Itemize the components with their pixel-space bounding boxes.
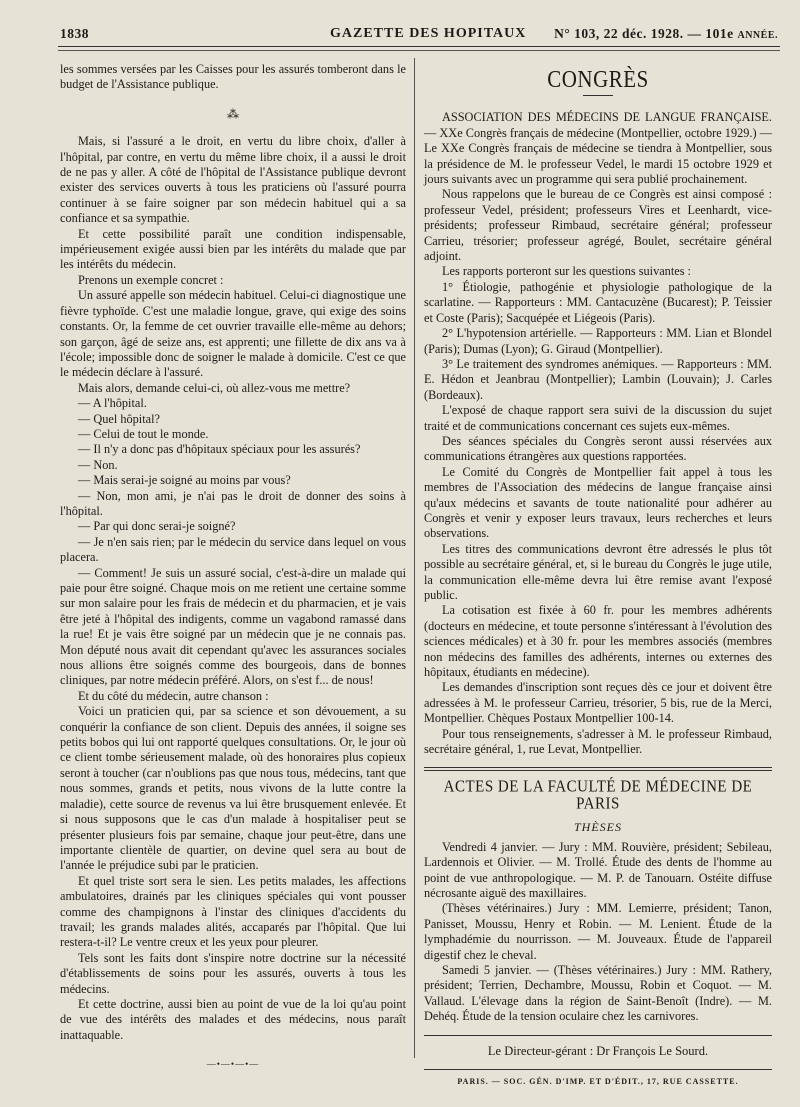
paragraph: ASSOCIATION DES MÉDECINS DE LANGUE FRANÇAISE. — XXe Congrès français de médecine (Montpellier, octobre 1929.) — Le XXe Congrès français de médecine se tiendra à Montpellier, sous la présidence de M. le professeur Vedel, le mardi 15 octobre 1929 et jours suivants avec un programme qui sera publié prochainement.: [424, 110, 772, 187]
paragraph: Samedi 5 janvier. — (Thèses vétérinaires.) Jury : MM. Rathery, président; Terrien, Dechambre, Moussu, Robin et Coquot. — M. Vallaud. L'élevage dans la région de Saint-Benoît (Indre). — M. Dehéq. Étude de la tension oculaire chez les carnivores.: [424, 962, 772, 1024]
paragraph: Le Comité du Congrès de Montpellier fait appel à tous les membres de l'Association des médecins de langue française ainsi qu'aux médecins et savants de toute nationalité pour adhérer au Congrès et venir y exposer leurs travaux, leurs recherches et leurs observations.: [424, 464, 772, 541]
section-title-congres: CONGRÈS: [547, 65, 649, 93]
paragraph: Et cette doctrine, aussi bien au point de vue de la loi qu'au point de vue des intérêts des malades et des médecins, nous paraît inattaquable.: [60, 996, 406, 1042]
header-rule-thin: [58, 50, 780, 51]
paragraph: Les titres des communications devront être adressés le plus tôt possible au secrétaire général, et, si le bureau du Congrès le juge utile, la communication elle-même devra lui être remise avant l'exposé public.: [424, 541, 772, 602]
director-credit: Le Directeur-gérant : Dr François Le Sourd.: [487, 1043, 709, 1058]
dialogue-line: — A l'hôpital.: [78, 396, 147, 411]
dialogue-line: — Quel hôpital?: [78, 411, 160, 426]
right-column: [424, 62, 772, 1089]
left-column: [60, 62, 406, 1073]
journal-title: GAZETTE DES HOPITAUX: [330, 26, 527, 41]
paragraph: Les rapports porteront sur les questions suivantes :: [442, 264, 691, 279]
paragraph: Voici un praticien qui, par sa science et son dévouement, a su conquérir la confiance de son client. Depuis des années, il soigne ses petits bobos qui lui ont rapporté quelques consultations. Or, le jour où ce client tombe sérieusement malade, où des honoraires plus copieux seront à toucher (car n'oublions pas que nous tous, médecins, tant que nous sommes, grands et petits, nous vivons de la lutte contre la maladie), cette source de revenus va lui être brusquement enlevée. Et si nous supposons que le cas d'un malade à hospitaliser peut se présenter plusieurs fois par semaine, chaque jour peut-être, dans une importante clientèle de quartier, on devine quel sera au bout de l'année le préjudice subi par le praticien.: [60, 704, 406, 873]
section-title-faculte: ACTES DE LA FACULTÉ DE MÉDECINE DE PARIS: [443, 778, 753, 815]
paragraph: Vendredi 4 janvier. — Jury : MM. Rouvière, président; Sebileau, Lardennois et Olivier. — M. Trollé. Étude des dents de l'homme au point de vue anthropologique. — M. P. de Tanouarn. Ostéite diffuse nécrosante aiguë des maxillaires.: [424, 839, 772, 900]
paragraph: Des séances spéciales du Congrès seront aussi réservées aux communications étrangères aux questions rapportées.: [424, 433, 772, 464]
paragraph: Pour tous renseignements, s'adresser à M. le professeur Rimbaud, secrétaire général, 1, rue Levat, Montpellier.: [424, 726, 772, 757]
dialogue-line: — Je n'en sais rien; par le médecin du service dans lequel on vous placera.: [60, 534, 406, 565]
dialogue-line: — Par qui donc serai-je soigné?: [78, 519, 236, 534]
paragraph: Nous rappelons que le bureau de ce Congrès est ainsi composé : professeur Vedel, président; professeurs Vires et Leenhardt, vice-présidents; professeur Rimbaud, secrétaire général; professeur Carrieu, trésorier; professeur agrégé, Boulet, secrétaire général adjoint.: [424, 187, 772, 264]
printer-imprint: PARIS. — SOC. GÉN. D'IMP. ET D'ÉDIT., 17, RUE CASSETTE.: [457, 1076, 739, 1086]
paragraph: Et cette possibilité paraît une condition indispensable, impérieusement exigée aussi bien par les intérêts du malade que par les intérêts du médecin.: [60, 226, 406, 272]
dialogue-line: — Non.: [78, 457, 118, 472]
title-rule: [583, 95, 613, 96]
issue-year-label: ANNÉE.: [737, 30, 778, 41]
issue-number: N° 103, 22 déc. 1928. — 101e: [554, 26, 734, 41]
paragraph: Les demandes d'inscription sont reçues dès ce jour et doivent être adressées à M. le professeur Carrieu, trésorier, 5 bis, rue de la Merci, Montpellier. Chèques Postaux Montpellier 100-14.: [424, 680, 772, 726]
dialogue-line: — Mais serai-je soigné au moins par vous?: [78, 473, 291, 488]
page-number: 1838: [60, 26, 89, 41]
paragraph: Mais, si l'assuré a le droit, en vertu du libre choix, d'aller à l'hôpital, par contre, en vertu du même libre choix, il a aussi le droit de ne pas y aller. A côté de l'hôpital de l'Assistance publique devront exister des services ouverts à tous les praticiens où l'assuré pourra continuer à se faire soigner par son médecin habituel qui a sa confiance et sa sympathie.: [60, 134, 406, 226]
dialogue-line: — Comment! Je suis un assuré social, c'est-à-dire un malade qui paie pour être soigné. Chaque mois on me retient une certaine somme sur mon salaire pour les frais de médecin et du pharmacien, et je vais être jeté à l'hôpital des indigents, comme un vagabond ramassé dans la rue! Et je vais être soigné par un médecin que je ne connais pas. Mon député nous avait dit cependant qu'avec les assurances sociales nous allions être soignés comme des bourgeois, dans de bonnes cliniques, par notre médecin préféré. Alors, on s'est f... de nous!: [60, 565, 406, 688]
header-rule: [58, 46, 780, 47]
end-ornament: —•—•—•—: [206, 1059, 260, 1070]
paragraph: 3° Le traitement des syndromes anémiques. — Rapporteurs : MM. E. Hédon et Jeanbrau (Montpellier); Lambin (Louvain); J. Carles (Bordeaux).: [424, 356, 772, 402]
dialogue-line: — Il n'y a donc pas d'hôpitaux spéciaux pour les assurés?: [78, 442, 361, 457]
section-double-rule: [424, 767, 772, 771]
paragraph: Tels sont les faits dont s'inspire notre doctrine sur la nécessité d'établissements de soins pour les assurés, ouverts à tous les médecins.: [60, 950, 406, 996]
section-break-stars: ⁂: [227, 106, 239, 121]
paragraph: Et quel triste sort sera le sien. Les petits malades, les affections ambulatoires, drainés par les cliniques spéciales qui vont pousser comme des champignons à l'instar des cliniques d'accidents du travail; les grands malades alités, accaparés par l'hôpital. Que lui restera-t-il? Le ventre creux et les yeux pour pleurer.: [60, 873, 406, 950]
paragraph: 1° Étiologie, pathogénie et physiologie pathologique de la scarlatine. — Rapporteurs : MM. Cantacuzène (Bucarest); P. Teissier et Coste (Paris); Sacquépée et Liégeois (Paris).: [424, 279, 772, 325]
subsection-title-theses: THÈSES: [574, 820, 622, 835]
paragraph: Mais alors, demande celui-ci, où allez-vous me mettre?: [78, 380, 351, 395]
dialogue-line: — Celui de tout le monde.: [78, 426, 209, 441]
paragraph: 2° L'hypotension artérielle. — Rapporteurs : MM. Lian et Blondel (Paris); Dumas (Lyon); G. Giraud (Montpellier).: [424, 326, 772, 356]
paragraph: La cotisation est fixée à 60 fr. pour les membres adhérents (docteurs en médecine, et toute personne s'intéressant à l'évolution des sciences médicales) et à 30 fr. pour les membres associés (membres non médecins des familles des adhérents, internes ou externes des hôpitaux, étudiants en médecine).: [424, 603, 772, 680]
paragraph: (Thèses vétérinaires.) Jury : MM. Lemierre, président; Tanon, Panisset, Moussu, Henry et Robin. — M. Lenient. Étude de la lymphadémie du nourrisson. — M. Jouveaux. Étude de l'appareil digestif chez le cheval.: [424, 901, 772, 962]
paragraph: L'exposé de chaque rapport sera suivi de la discussion du sujet traité et de communications concernant ces sujets eux-mêmes.: [424, 403, 772, 433]
footer-rule: [424, 1035, 772, 1036]
column-divider: [414, 58, 415, 1058]
dialogue-line: — Non, mon ami, je n'ai pas le droit de donner des soins à l'hôpital.: [60, 488, 406, 518]
paragraph: Prenons un exemple concret :: [78, 272, 224, 287]
paragraph: Et du côté du médecin, autre chanson :: [78, 688, 269, 703]
footer-rule-bottom: [424, 1069, 772, 1070]
issue-info: [554, 26, 778, 42]
paragraph: les sommes versées par les Caisses pour les assurés tomberont dans le budget de l'Assistance publique.: [60, 62, 406, 92]
paragraph: Un assuré appelle son médecin habituel. Celui-ci diagnostique une fièvre typhoïde. C'est une maladie longue, grave, qui exige des soins constants. Or, la femme de cet ouvrier travaille elle-même au dehors; son garçon, âgé de seize ans, est apprenti; une fillette de dix ans va à l'école; impossible donc de soigner le malade à domicile. C'est ce que le médecin déclare à l'assuré.: [60, 288, 406, 380]
page-header: [60, 22, 778, 44]
